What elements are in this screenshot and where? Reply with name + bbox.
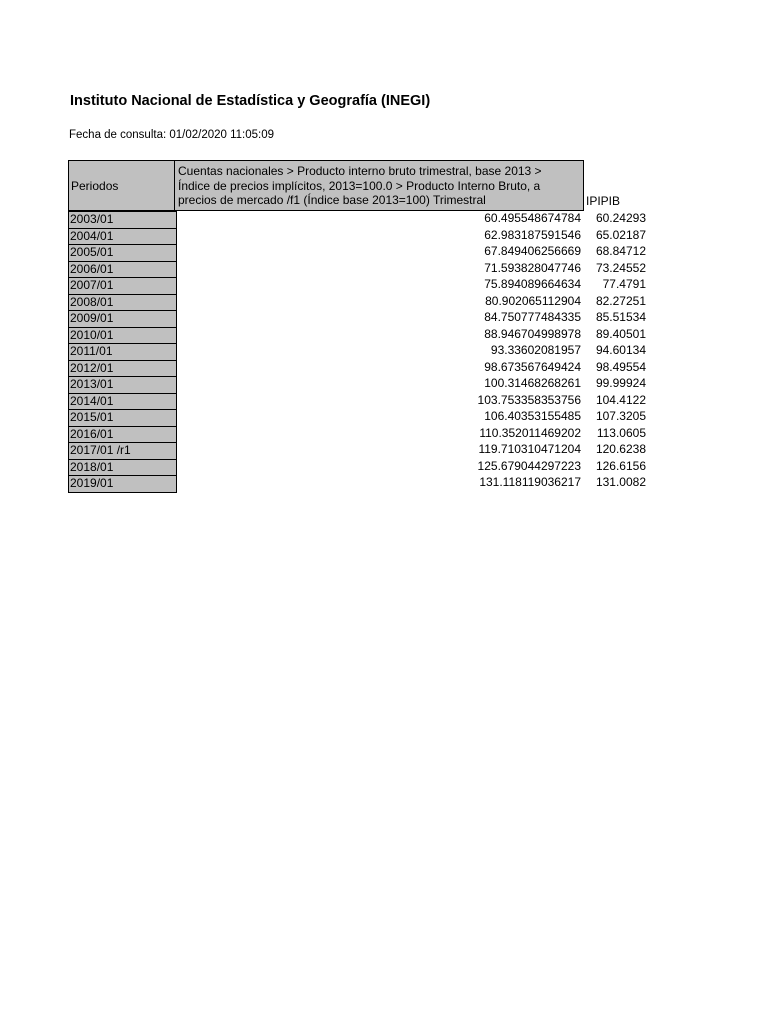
index-value-cell: 131.118119036217: [479, 475, 581, 489]
ipipib-value-cell: 77.4791: [602, 277, 646, 291]
period-cell: 2018/01: [68, 459, 177, 477]
table-row: [68, 475, 668, 492]
table-row: [68, 310, 668, 327]
table-row: [68, 261, 668, 278]
period-cell: 2008/01: [68, 294, 177, 312]
ipipib-value-cell: 99.99924: [595, 376, 646, 390]
document-title: Instituto Nacional de Estadística y Geografía (INEGI): [70, 93, 431, 109]
table-row: [68, 442, 668, 459]
period-cell: 2011/01: [68, 343, 177, 361]
column-header-description: Cuentas nacionales > Producto interno bruto trimestral, base 2013 > Índice de precios implícitos, 2013=100.0 > Producto Interno Bruto, a precios de mercado /f1 (Índice base 2013=100) Trimestral: [175, 160, 584, 211]
table-row: [68, 360, 668, 377]
index-value-cell: 103.753358353756: [477, 392, 581, 407]
period-cell: 2012/01: [68, 360, 177, 378]
column-header-period: Periodos: [68, 160, 175, 211]
index-value-cell: 80.902065112904: [485, 293, 581, 308]
ipipib-value-cell: 85.51534: [595, 310, 646, 324]
period-cell: 2004/01: [68, 228, 177, 246]
index-value-cell: 106.40353155485: [484, 409, 581, 423]
index-value-cell: 62.983187591546: [484, 227, 581, 242]
table-row: [68, 393, 668, 410]
table-row: [68, 228, 668, 245]
index-value-cell: 88.946704998978: [484, 326, 581, 341]
ipipib-value-cell: 126.6156: [595, 458, 646, 473]
period-cell: 2015/01: [68, 409, 177, 427]
consult-date: Fecha de consulta: 01/02/2020 11:05:09: [69, 129, 275, 141]
table-row: [68, 327, 668, 344]
period-cell: 2006/01: [68, 261, 177, 279]
table-row: [68, 294, 668, 311]
table-row: [68, 211, 668, 228]
table-row: [68, 409, 668, 426]
ipipib-value-cell: 113.0605: [596, 425, 646, 440]
period-cell: 2017/01 /r1: [68, 442, 177, 460]
index-value-cell: 71.593828047746: [484, 260, 581, 275]
index-value-cell: 119.710310471204: [478, 442, 581, 456]
ipipib-value-cell: 68.84712: [595, 244, 646, 258]
index-value-cell: 84.750777484335: [484, 310, 581, 324]
table-row: [68, 459, 668, 476]
index-value-cell: 60.495548674784: [484, 211, 581, 225]
ipipib-value-cell: 107.3205: [595, 409, 646, 423]
ipipib-value-cell: 89.40501: [595, 326, 646, 341]
period-cell: 2010/01: [68, 327, 177, 345]
index-value-cell: 67.849406256669: [484, 244, 581, 258]
period-cell: 2003/01: [68, 211, 177, 229]
ipipib-value-cell: 65.02187: [595, 227, 646, 242]
ipipib-value-cell: 82.27251: [595, 293, 646, 308]
period-cell: 2005/01: [68, 244, 177, 262]
period-cell: 2019/01: [68, 475, 177, 493]
ipipib-value-cell: 98.49554: [595, 359, 646, 374]
index-value-cell: 93.33602081957: [490, 343, 581, 357]
index-value-cell: 75.894089664634: [484, 277, 581, 291]
table-row: [68, 426, 668, 443]
period-cell: 2013/01: [68, 376, 177, 394]
ipipib-value-cell: 104.4122: [595, 392, 646, 407]
index-value-cell: 110.352011469202: [479, 425, 581, 440]
table-body: [68, 211, 668, 492]
period-cell: 2016/01: [68, 426, 177, 444]
period-cell: 2007/01: [68, 277, 177, 295]
index-value-cell: 100.31468268261: [484, 376, 581, 390]
index-value-cell: 125.679044297223: [477, 458, 581, 473]
index-value-cell: 98.673567649424: [484, 359, 581, 374]
ipipib-value-cell: 60.24293: [595, 211, 646, 225]
ipipib-value-cell: 131.0082: [595, 475, 646, 489]
column-header-ipipib: IPIPIB: [586, 194, 621, 208]
ipipib-value-cell: 73.24552: [595, 260, 646, 275]
ipipib-value-cell: 120.6238: [595, 442, 646, 456]
period-cell: 2009/01: [68, 310, 177, 328]
table-row: [68, 343, 668, 360]
period-cell: 2014/01: [68, 393, 177, 411]
table-row: [68, 376, 668, 393]
ipipib-value-cell: 94.60134: [595, 343, 646, 357]
table-row: [68, 244, 668, 261]
table-row: [68, 277, 668, 294]
